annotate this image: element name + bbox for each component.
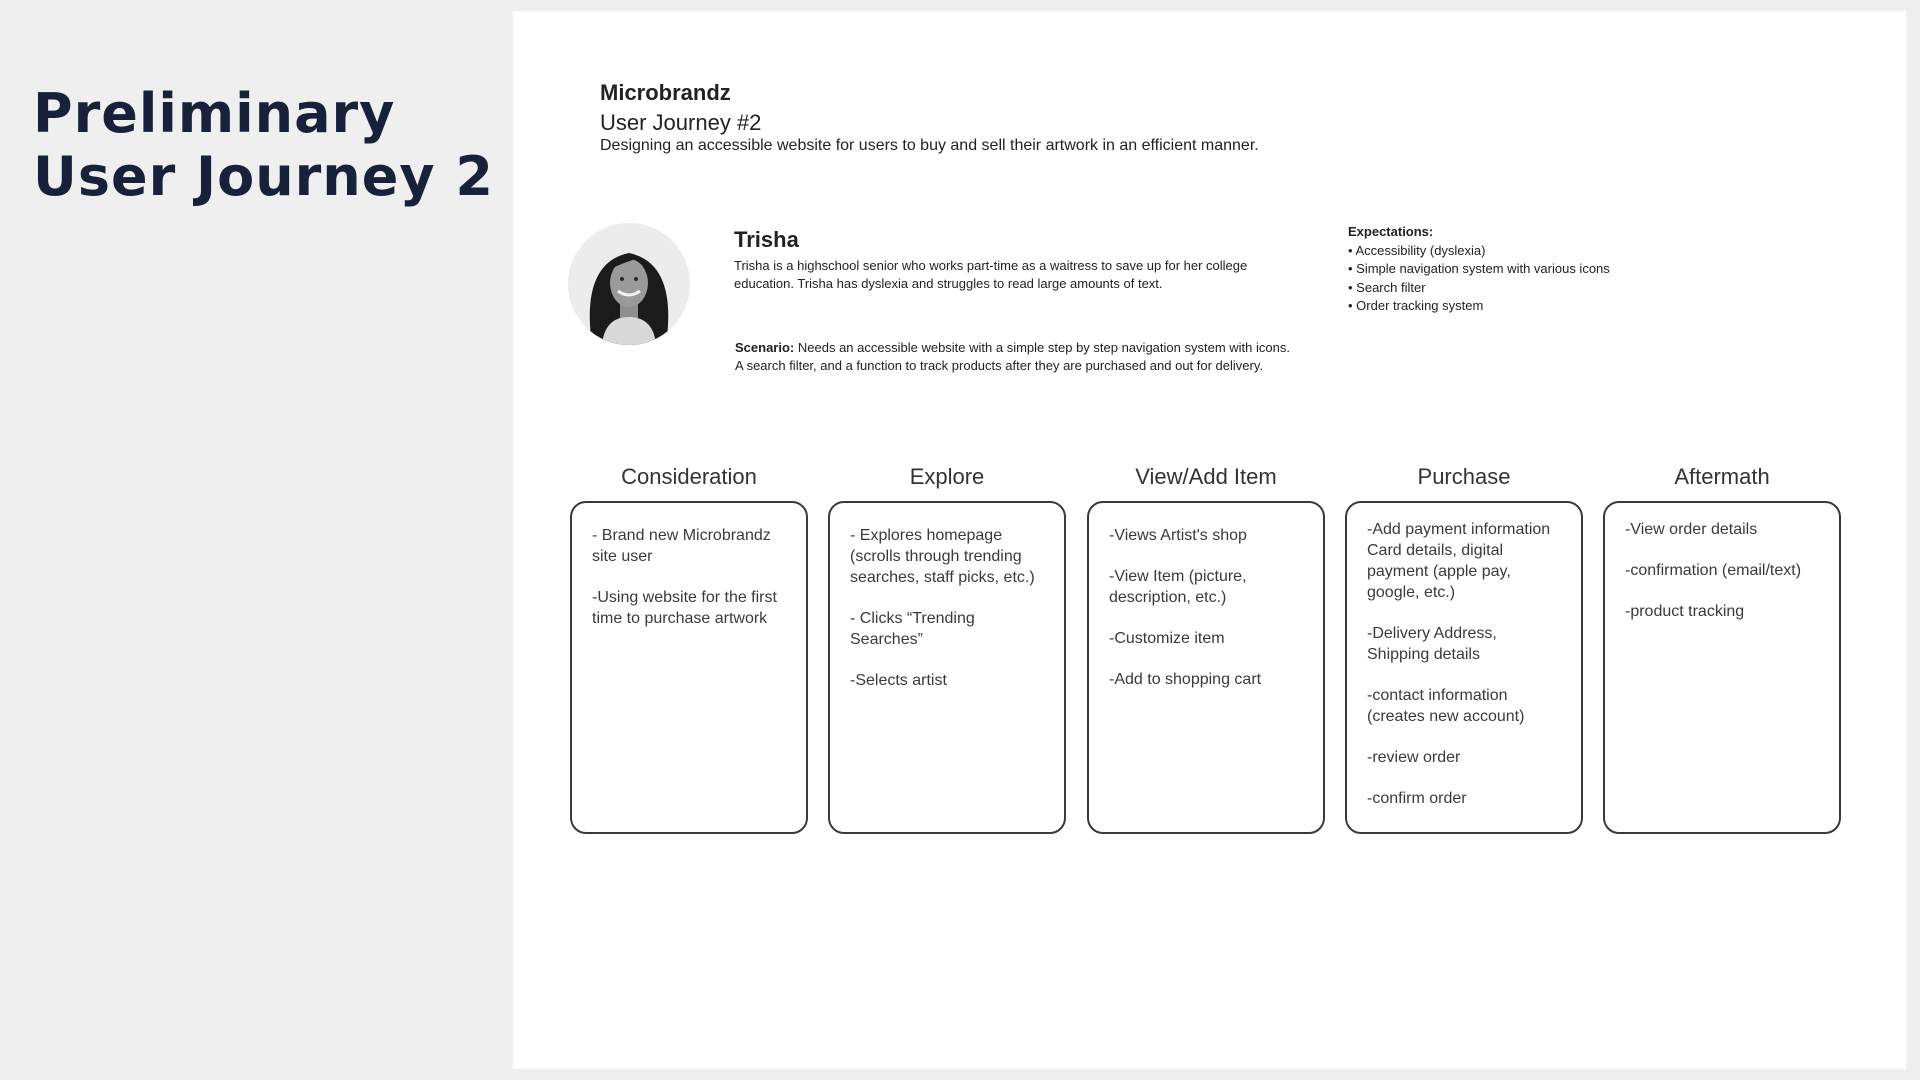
stage-item: -Selects artist [850,672,947,689]
stage-box [1345,501,1583,834]
persona-name: Trisha [734,227,799,252]
slide-title-line-2: User Journey 2 [33,145,494,208]
stage-aftermath [1603,463,1841,834]
stage-item: - Clicks “Trending Searches” [850,610,975,648]
stage-box [828,501,1066,834]
stage-item: -Customize item [1109,630,1225,647]
stage-item: -View Item (picture, description, etc.) [1109,568,1247,606]
slide-title-line-1: Preliminary [33,82,396,145]
stage-item: - Explores homepage (scrolls through trending searches, staff picks, etc.) [850,527,1035,586]
persona-scenario [735,339,1300,375]
stage-label: Aftermath [1674,464,1770,489]
stage-label: Explore [909,464,985,489]
journey-header [600,79,1259,156]
journey-subtitle: User Journey #2 [600,110,762,135]
scenario-text: Needs an accessible website with a simple step by step navigation system with icons. A search filter, and a function to track products after they are purchased and out for delivery. [735,340,1290,373]
slide-title [33,82,494,208]
stage-view-add-item [1087,463,1325,834]
stage-item: -review order [1367,749,1461,766]
stage-item: -Delivery Address, Shipping details [1367,625,1497,663]
stage-item: -product tracking [1625,603,1745,620]
stage-box [1603,501,1841,834]
stage-box [570,501,808,834]
expectations-title: Expectations: [1348,224,1434,239]
persona-bio: Trisha is a highschool senior who works part-time as a waitress to save up for her college education. Trisha has dyslexia and struggles to read large amounts of text. [734,258,1248,291]
stage-purchase [1345,463,1583,834]
expectation-item: • Accessibility (dyslexia) [1348,242,1610,261]
stage-item: -confirmation (email/text) [1625,562,1802,579]
expectation-item: • Search filter [1348,279,1610,298]
stage-item: -Add to shopping cart [1109,671,1262,688]
stage-label: Purchase [1417,464,1511,489]
persona-card [734,226,1294,293]
stage-consideration [570,463,808,834]
expectation-item: • Order tracking system [1348,297,1610,316]
stage-item: -contact information (creates new account) [1367,687,1525,725]
stage-item: -confirm order [1367,790,1467,807]
stage-item: -Add payment information Card details, digital payment (apple pay, google, etc.) [1367,521,1551,601]
persona-avatar [568,223,690,345]
stage-item: -Using website for the first time to purchase artwork [592,589,777,627]
stage-item: - Brand new Microbrandz site user [592,527,771,565]
stage-box [1087,501,1325,834]
stage-item: -Views Artist's shop [1109,527,1247,544]
stage-explore [828,463,1066,834]
stage-label: View/Add Item [1135,464,1277,489]
expectation-item: • Simple navigation system with various icons [1348,260,1610,279]
scenario-label: Scenario: [735,340,795,355]
stage-label: Consideration [621,464,757,489]
journey-panel [513,11,1906,1069]
expectations [1348,223,1610,316]
stage-item: -View order details [1625,521,1758,538]
journey-description: Designing an accessible website for users to buy and sell their artwork in an efficient manner. [600,137,1259,154]
expectations-list [1348,242,1610,316]
brand-name: Microbrandz [600,80,731,105]
